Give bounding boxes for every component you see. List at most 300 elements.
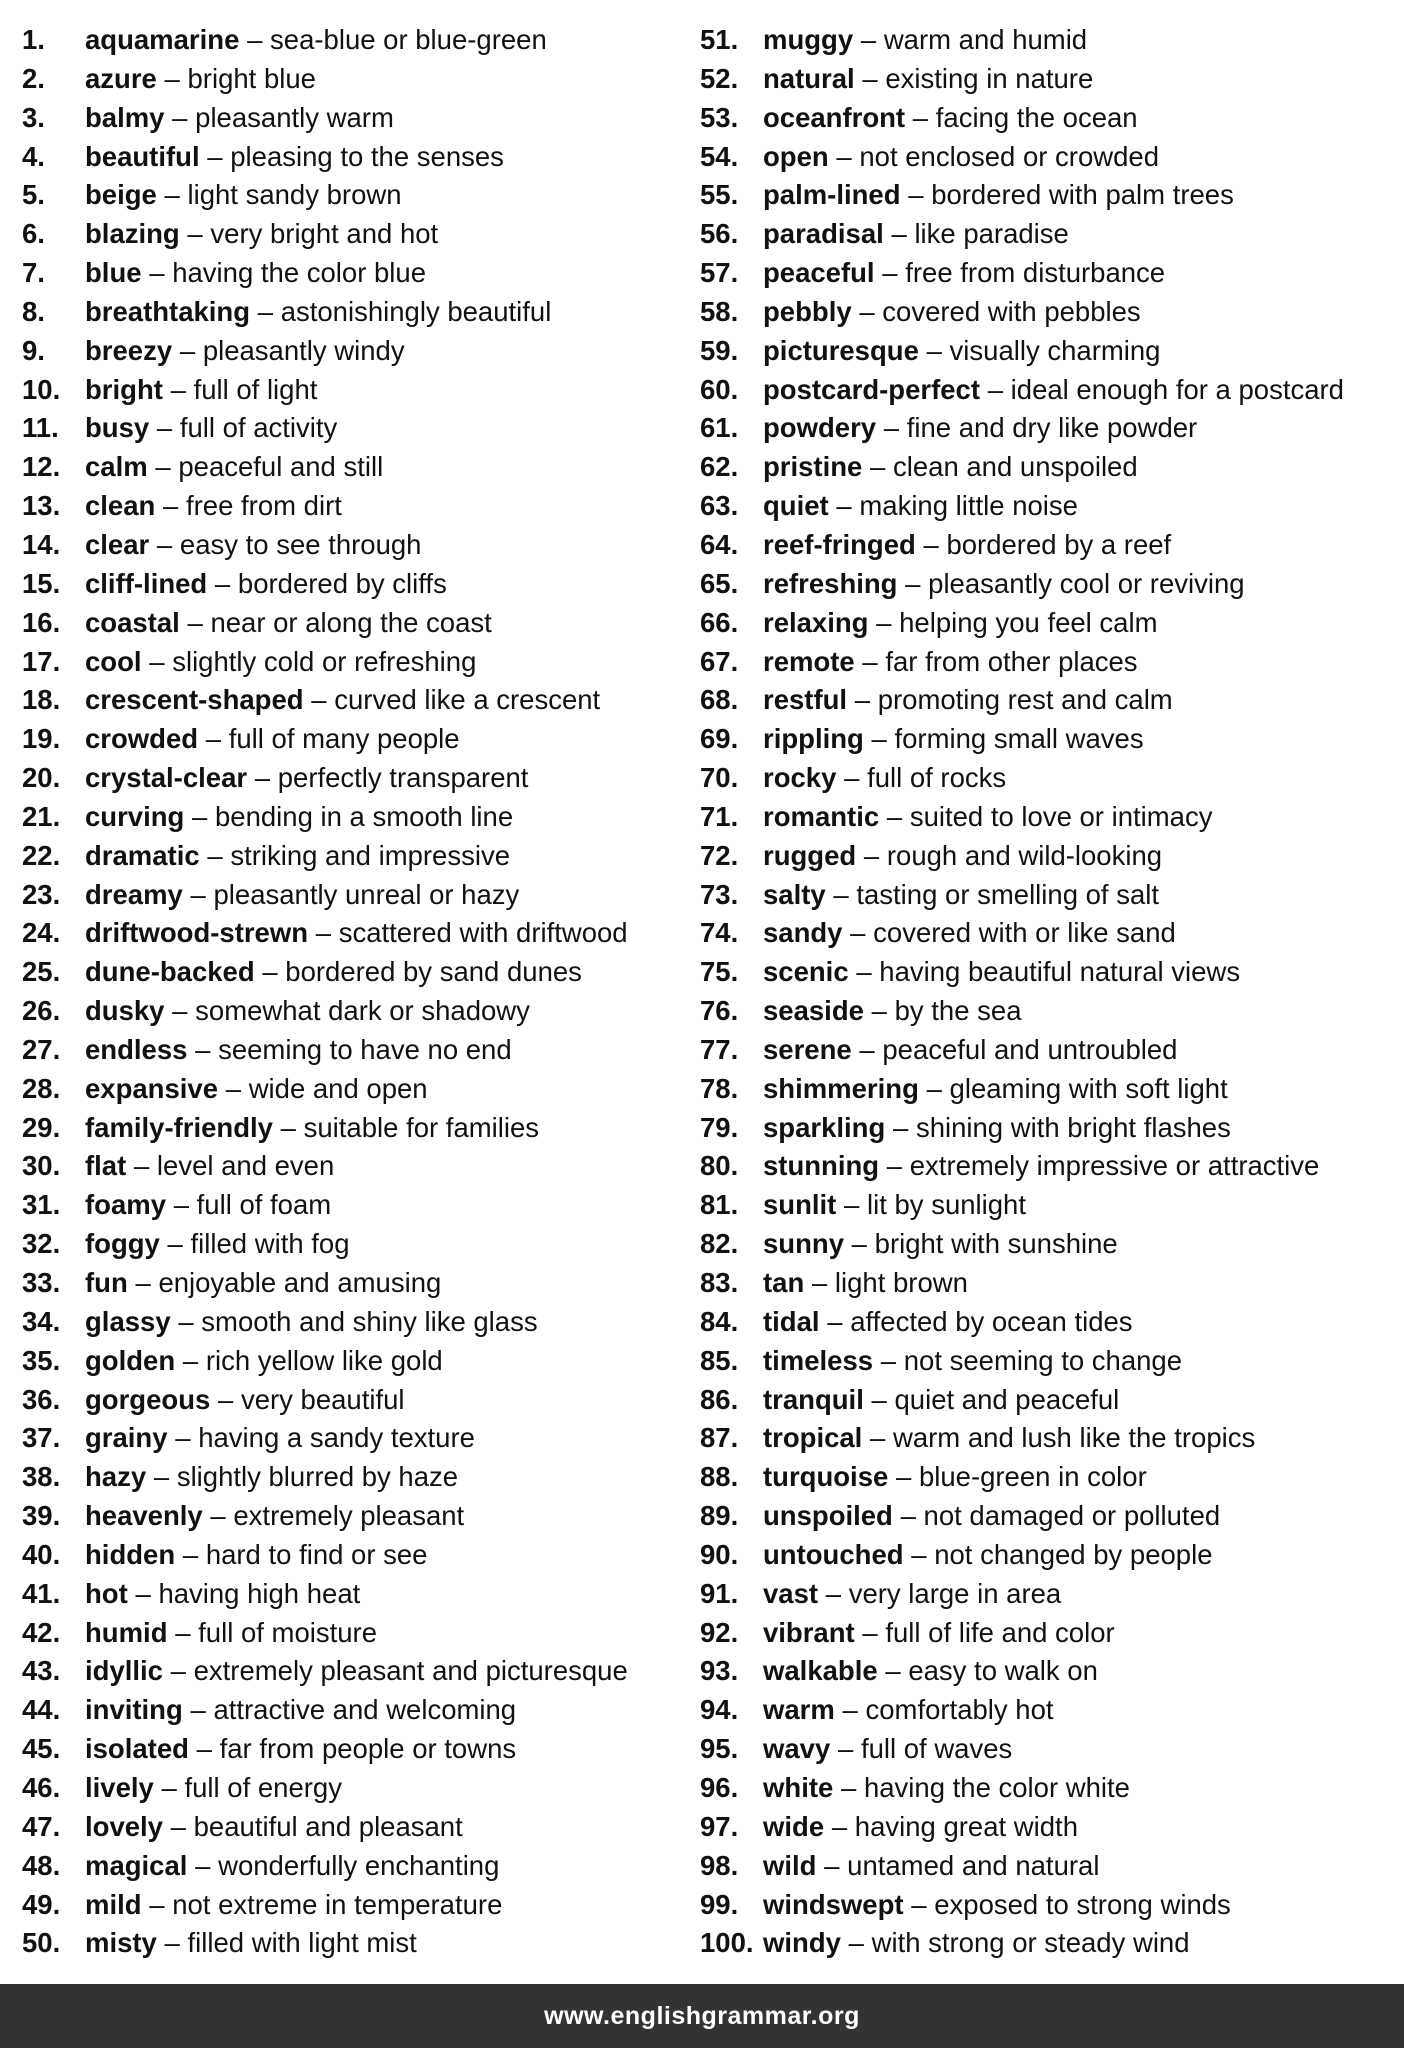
item-word: blazing [85,218,180,250]
item-separator: – [187,606,203,638]
item-definition: pleasantly warm [195,101,394,133]
item-number: 7. [22,257,45,289]
item-definition: striking and impressive [230,839,510,871]
list-item [22,1497,692,1536]
list-item [700,332,1390,371]
item-separator: – [149,645,165,677]
item-separator: – [862,645,878,677]
item-separator: – [870,1422,886,1454]
item-separator: – [164,62,180,94]
item-separator: – [870,451,886,483]
item-number: 49. [22,1888,61,1920]
list-item [700,215,1390,254]
item-definition: existing in nature [885,62,1094,94]
list-item [22,138,692,177]
item-separator: – [824,1849,840,1881]
list-item [700,953,1390,992]
item-word: aquamarine [85,24,240,55]
item-definition: wonderfully enchanting [218,1849,500,1881]
item-definition: extremely impressive or attractive [909,1150,1320,1182]
list-item [700,914,1390,953]
list-item [22,332,692,371]
item-definition: full of moisture [198,1616,377,1648]
item-word: hidden [85,1538,176,1570]
item-word: tidal [763,1305,820,1337]
item-definition: bordered by a reef [946,528,1172,560]
item-number: 79. [700,1111,739,1143]
item-word: stunning [763,1150,880,1182]
item-separator: – [190,878,206,910]
item-number: 15. [22,567,61,599]
list-item [22,215,692,254]
item-word: foamy [85,1189,166,1221]
list-item [700,487,1390,526]
item-definition: bordered by cliffs [237,567,447,599]
list-item [700,448,1390,487]
footer-website-link[interactable]: www.englishgrammar.org [544,2001,860,2030]
item-definition: easy to walk on [908,1655,1098,1687]
item-number: 62. [700,451,739,483]
item-word: dusky [85,995,165,1027]
item-word: hot [85,1577,128,1609]
item-number: 52. [700,62,739,94]
item-number: 3. [22,101,45,133]
item-separator: – [196,1733,212,1765]
list-item [22,1342,692,1381]
item-definition: visually charming [949,334,1161,366]
list-item [700,681,1390,720]
list-item [700,1808,1390,1847]
item-separator: – [173,1189,189,1221]
item-number: 39. [22,1500,61,1532]
item-separator: – [851,1228,867,1260]
list-item [22,604,692,643]
item-separator: – [880,1344,897,1376]
item-number: 98. [700,1849,739,1881]
item-number: 69. [700,723,739,755]
list-item [700,1575,1390,1614]
item-word: family-friendly [85,1111,273,1143]
item-word: rippling [763,723,864,755]
item-number: 55. [700,179,739,211]
list-item [700,565,1390,604]
item-word: vibrant [763,1616,855,1648]
item-definition: quiet and peaceful [894,1383,1120,1415]
item-word: reef-fringed [763,528,916,560]
item-separator: – [182,1538,199,1570]
item-separator: – [871,723,887,755]
list-item [700,1886,1390,1925]
item-definition: slightly blurred by haze [176,1461,459,1493]
item-definition: pleasantly cool or reviving [928,567,1245,599]
item-separator: – [911,1538,927,1570]
item-word: oceanfront [763,101,906,133]
list-item [22,1769,692,1808]
item-number: 22. [22,839,61,871]
item-number: 25. [22,956,61,988]
item-separator: – [842,1694,858,1726]
item-word: crowded [85,723,199,755]
item-number: 26. [22,995,61,1027]
item-word: isolated [85,1733,189,1765]
item-number: 58. [700,295,739,327]
item-word: postcard-perfect [763,373,980,405]
item-definition: lit by sunlight [867,1189,1026,1221]
item-definition: full of waves [860,1733,1013,1765]
item-separator: – [207,140,223,172]
item-word: beautiful [85,140,200,172]
item-number: 80. [700,1150,739,1182]
item-separator: – [836,140,852,172]
item-word: calm [85,451,148,483]
list-item [22,371,692,410]
item-word: pebbly [763,295,852,327]
item-separator: – [895,1461,912,1493]
item-definition: bending in a smooth line [215,800,514,832]
item-definition: shining with bright flashes [915,1111,1231,1143]
item-definition: tasting or smelling of salt [856,878,1159,910]
item-separator: – [837,1733,854,1765]
item-separator: – [192,800,208,832]
item-definition: with strong or steady wind [871,1927,1190,1959]
item-word: busy [85,412,150,444]
list-item [22,992,692,1031]
item-number: 38. [22,1461,61,1493]
item-number: 11. [22,412,59,444]
item-word: humid [85,1616,168,1648]
item-number: 85. [700,1344,739,1376]
list-item [700,254,1390,293]
word-list-column-left [22,21,692,1963]
item-definition: full of energy [184,1771,342,1803]
item-number: 28. [22,1072,61,1104]
item-number: 63. [700,490,739,522]
item-separator: – [195,1033,211,1065]
item-number: 17. [22,645,61,677]
item-definition: not extreme in temperature [172,1888,503,1920]
list-item [22,526,692,565]
list-item [22,837,692,876]
list-item [22,643,692,682]
item-word: misty [85,1927,157,1959]
item-separator: – [871,995,887,1027]
item-word: cool [85,645,142,677]
list-item [700,1691,1390,1730]
item-word: bright [85,373,163,405]
item-definition: near or along the coast [210,606,492,638]
item-separator: – [831,1810,848,1842]
item-definition: suitable for families [303,1111,540,1143]
item-separator: – [854,684,871,716]
item-separator: – [247,24,263,55]
item-number: 59. [700,334,739,366]
item-definition: smooth and shiny like glass [201,1305,538,1337]
item-separator: – [833,878,849,910]
item-word: muggy [763,24,854,55]
list-item [700,21,1390,60]
list-item [22,914,692,953]
item-word: tranquil [763,1383,864,1415]
item-separator: – [926,334,942,366]
item-definition: light brown [834,1267,968,1298]
list-item [700,643,1390,682]
item-number: 99. [700,1888,739,1920]
item-word: golden [85,1344,176,1376]
item-separator: – [911,1888,927,1920]
item-separator: – [210,1500,226,1532]
item-definition: curved like a crescent [334,684,601,716]
item-definition: somewhat dark or shadowy [195,995,530,1027]
list-item [700,1109,1390,1148]
item-separator: – [164,1927,180,1959]
item-definition: easy to see through [179,528,422,560]
item-number: 78. [700,1072,739,1104]
item-definition: rich yellow like gold [205,1344,443,1376]
item-definition: level and even [156,1150,335,1182]
item-number: 19. [22,723,61,755]
item-word: salty [763,878,826,910]
item-separator: – [149,257,165,289]
item-separator: – [167,1228,183,1260]
item-word: lively [85,1771,154,1803]
item-number: 100. [700,1927,754,1959]
item-separator: – [170,1655,186,1687]
list-item [700,1536,1390,1575]
item-number: 51. [700,24,739,55]
item-word: crescent-shaped [85,684,304,716]
item-definition: peaceful and untroubled [882,1033,1178,1065]
list-item [700,798,1390,837]
item-separator: – [923,528,939,560]
item-number: 87. [700,1422,739,1454]
item-separator: – [163,490,179,522]
item-word: beige [85,179,157,211]
item-definition: full of many people [228,723,460,755]
item-word: azure [85,62,157,94]
item-number: 32. [22,1228,61,1260]
item-word: vast [763,1577,819,1609]
item-word: grainy [85,1422,168,1454]
list-item [22,1070,692,1109]
item-word: quiet [763,490,829,522]
list-item [22,1691,692,1730]
item-number: 10. [22,373,61,405]
item-definition: full of foam [196,1189,332,1221]
item-separator: – [178,1305,194,1337]
item-definition: enjoyable and amusing [158,1267,442,1298]
list-item [700,1847,1390,1886]
item-number: 70. [700,762,739,794]
item-word: tropical [763,1422,863,1454]
list-item [22,1847,692,1886]
item-number: 40. [22,1538,61,1570]
item-word: foggy [85,1228,160,1260]
item-separator: – [860,24,877,55]
item-number: 46. [22,1771,61,1803]
item-definition: slightly cold or refreshing [172,645,477,677]
list-item [700,1381,1390,1420]
item-definition: filled with light mist [187,1927,417,1959]
list-item [700,293,1390,332]
list-item [700,99,1390,138]
item-word: coastal [85,606,180,638]
item-number: 66. [700,606,739,638]
item-definition: having the color white [863,1771,1130,1803]
list-item [700,409,1390,448]
item-separator: – [311,684,327,716]
item-definition: not enclosed or crowded [859,140,1160,172]
item-separator: – [848,1927,864,1959]
item-number: 90. [700,1538,739,1570]
list-item [700,1730,1390,1769]
list-item [700,176,1390,215]
item-word: sparkling [763,1111,886,1143]
item-definition: untamed and natural [847,1849,1100,1881]
list-item [700,1147,1390,1186]
item-word: sunny [763,1228,844,1260]
list-item [22,1147,692,1186]
item-definition: having a sandy texture [198,1422,475,1454]
item-definition: like paradise [914,218,1069,250]
item-definition: having the color blue [172,257,426,289]
item-separator: – [217,1383,234,1415]
item-separator: – [840,1771,857,1803]
item-separator: – [153,1461,170,1493]
item-definition: free from disturbance [905,257,1166,289]
item-word: expansive [85,1072,219,1104]
item-definition: bright blue [187,62,316,94]
list-item [22,1458,692,1497]
item-word: magical [85,1849,188,1881]
item-separator: – [891,218,907,250]
item-number: 96. [700,1771,739,1803]
item-number: 53. [700,101,739,133]
list-item [22,720,692,759]
item-definition: having great width [854,1810,1078,1842]
item-separator: – [908,179,924,211]
item-separator: – [225,1072,241,1104]
item-separator: – [836,490,852,522]
item-word: refreshing [763,567,898,599]
list-item [22,448,692,487]
item-separator: – [885,1655,901,1687]
item-separator: – [262,956,278,988]
item-number: 91. [700,1577,739,1609]
item-number: 75. [700,956,739,988]
item-word: unspoiled [763,1500,893,1532]
list-item [700,1924,1390,1963]
item-word: windswept [763,1888,904,1920]
item-word: crystal-clear [85,762,248,794]
list-item [700,992,1390,1031]
item-definition: facing the ocean [935,101,1138,133]
item-definition: clean and unspoiled [893,451,1138,483]
item-definition: very bright and hot [210,218,439,250]
item-number: 81. [700,1189,739,1221]
item-number: 83. [700,1267,739,1298]
item-word: restful [763,684,848,716]
item-number: 5. [22,179,45,211]
list-item [700,1497,1390,1536]
item-word: dramatic [85,839,200,871]
item-definition: bright with sunshine [874,1228,1118,1260]
item-word: breezy [85,334,173,366]
item-number: 77. [700,1033,739,1065]
item-number: 1. [22,24,45,55]
item-definition: perfectly transparent [277,762,529,794]
item-number: 74. [700,917,739,949]
list-item [700,1419,1390,1458]
item-definition: full of light [193,373,318,405]
item-separator: – [912,101,929,133]
item-number: 16. [22,606,61,638]
item-number: 35. [22,1344,61,1376]
item-definition: affected by ocean tides [850,1305,1133,1337]
item-word: clean [85,490,156,522]
item-definition: full of life and color [885,1616,1115,1648]
item-definition: beautiful and pleasant [193,1810,463,1842]
item-separator: – [280,1111,296,1143]
item-number: 84. [700,1305,739,1337]
item-word: lovely [85,1810,163,1842]
list-item [22,1575,692,1614]
item-word: breathtaking [85,295,251,327]
item-number: 86. [700,1383,739,1415]
list-item [22,565,692,604]
item-word: turquoise [763,1461,889,1493]
list-item [700,1614,1390,1653]
item-separator: – [164,179,180,211]
item-word: inviting [85,1694,183,1726]
item-separator: – [844,1189,860,1221]
item-definition: hard to find or see [205,1538,428,1570]
item-separator: – [172,995,188,1027]
item-word: powdery [763,412,877,444]
item-word: wavy [763,1733,831,1765]
item-definition: not damaged or polluted [923,1500,1221,1532]
item-word: pristine [763,451,863,483]
list-item [22,1225,692,1264]
item-separator: – [175,1616,191,1648]
list-item [22,1730,692,1769]
item-separator: – [161,1771,177,1803]
item-separator: – [886,800,903,832]
item-separator: – [811,1267,828,1298]
item-word: wide [763,1810,825,1842]
item-word: flat [85,1150,127,1182]
item-number: 41. [22,1577,61,1609]
item-number: 47. [22,1810,61,1842]
item-word: windy [763,1927,841,1959]
item-number: 67. [700,645,739,677]
item-separator: – [825,1577,842,1609]
item-separator: – [207,839,223,871]
item-separator: – [182,1344,199,1376]
item-word: hazy [85,1461,147,1493]
item-definition: not changed by people [934,1538,1213,1570]
list-item [700,1458,1390,1497]
item-separator: – [876,606,892,638]
item-number: 31. [22,1189,61,1221]
item-definition: making little noise [859,490,1078,522]
item-word: mild [85,1888,142,1920]
item-definition: peaceful and still [178,451,384,483]
item-separator: – [863,839,880,871]
item-definition: rough and wild-looking [886,839,1163,871]
item-separator: – [135,1267,151,1298]
item-word: rocky [763,762,837,794]
item-word: relaxing [763,606,869,638]
